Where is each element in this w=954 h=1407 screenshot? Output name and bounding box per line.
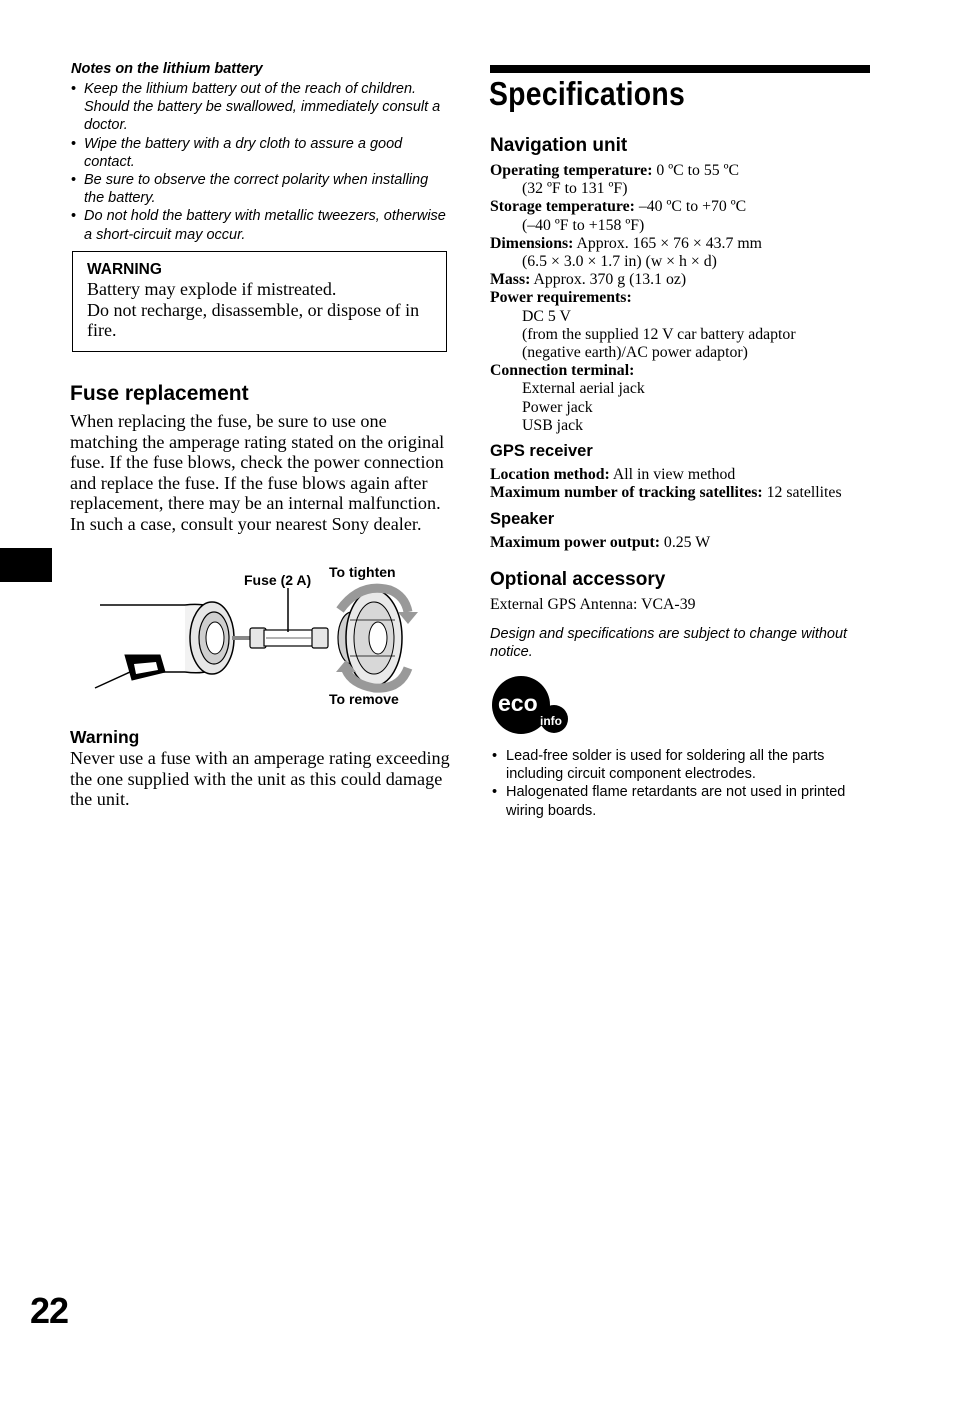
warning-paragraph: Never use a fuse with an amperage rating exceeding the one supplied with the unit as this could damage the unit. [70, 748, 450, 810]
spec-row: Dimensions: Approx. 165 × 76 × 43.7 mm [490, 234, 762, 252]
list-item: • Halogenated flame retardants are not used in printed wiring boards. [492, 783, 872, 819]
notes-title: Notes on the lithium battery [71, 61, 263, 77]
eco-logo-sub: info [540, 714, 562, 728]
list-item: • Be sure to observe the correct polarity when installing the battery. [71, 171, 451, 207]
gps-heading: GPS receiver [490, 442, 593, 460]
fuse-figure [90, 560, 450, 720]
spec-row: USB jack [522, 416, 583, 434]
eco-list [492, 747, 872, 820]
spec-row: Storage temperature: –40 ºC to +70 ºC [490, 198, 747, 216]
spec-row: (negative earth)/AC power adaptor) [522, 344, 748, 362]
section-tab-marker [0, 548, 52, 582]
eco-info-logo [492, 673, 572, 739]
warning-heading: Warning [70, 727, 140, 747]
eco-logo-word: eco [498, 690, 538, 716]
list-item: • Lead-free solder is used for soldering all the parts including circuit component electrodes. [492, 747, 872, 783]
remove-label: To remove [329, 691, 399, 707]
warning-box [72, 251, 447, 352]
warning-box-line: Battery may explode if mistreated. [87, 279, 337, 299]
spec-row: (6.5 × 3.0 × 1.7 in) (w × h × d) [522, 253, 717, 271]
eco-info-icon [492, 673, 572, 739]
list-item: • Do not hold the battery with metallic tweezers, otherwise a short-circuit may occur. [71, 207, 451, 243]
spec-row: (32 ºF to 131 ºF) [522, 180, 628, 198]
spec-row: Location method: All in view method [490, 466, 736, 483]
warning-box-title: WARNING [87, 261, 162, 278]
list-item: • Wipe the battery with a dry cloth to assure a good contact. [71, 135, 451, 171]
spec-row: Mass: Approx. 370 g (13.1 oz) [490, 271, 687, 289]
spec-row: DC 5 V [522, 307, 571, 325]
page-title: Specifications [489, 75, 686, 112]
optional-accessory-heading: Optional accessory [490, 569, 666, 590]
spec-row: (from the supplied 12 V car battery adaptor [522, 325, 796, 343]
spec-row: (–40 ºF to +158 ºF) [522, 216, 645, 234]
speaker-heading: Speaker [490, 510, 555, 528]
speaker-specs [490, 534, 890, 552]
heading-rule [490, 65, 870, 73]
warning-box-line: Do not recharge, disassemble, or dispose of in fire. [87, 299, 420, 340]
spec-row: External aerial jack [522, 380, 645, 398]
spec-row: Maximum power output: 0.25 W [490, 534, 711, 551]
spec-row: Operating temperature: 0 ºC to 55 ºC [490, 162, 740, 179]
fuse-label: Fuse (2 A) [244, 572, 312, 588]
spec-row: Maximum number of tracking satellites: 12 satellites [490, 484, 842, 502]
design-note: Design and specifications are subject to change without notice. [490, 626, 848, 661]
spec-row: Power jack [522, 398, 593, 416]
optional-accessory-item: External GPS Antenna: VCA-39 [490, 596, 696, 613]
page-number: 22 [30, 1290, 69, 1331]
fuse-paragraph: When replacing the fuse, be sure to use one matching the amperage rating stated on the original fuse. If the fuse blows, check the power connection and replace the fuse. If the fuse blows again after replacement, there may be an internal malfunction. In such a case, consult your nearest Sony dealer. [70, 411, 445, 534]
fuse-heading: Fuse replacement [70, 382, 249, 405]
spec-row: Connection terminal: [490, 362, 635, 380]
tighten-label: To tighten [329, 564, 396, 580]
list-item: • Keep the lithium battery out of the reach of children. Should the battery be swallowed, immediately consult a doctor. [71, 80, 451, 135]
gps-specs [490, 466, 890, 502]
notes-list [71, 80, 451, 244]
spec-row: Power requirements: [490, 289, 632, 307]
navigation-unit-specs [490, 162, 890, 435]
navigation-unit-heading: Navigation unit [490, 135, 628, 156]
